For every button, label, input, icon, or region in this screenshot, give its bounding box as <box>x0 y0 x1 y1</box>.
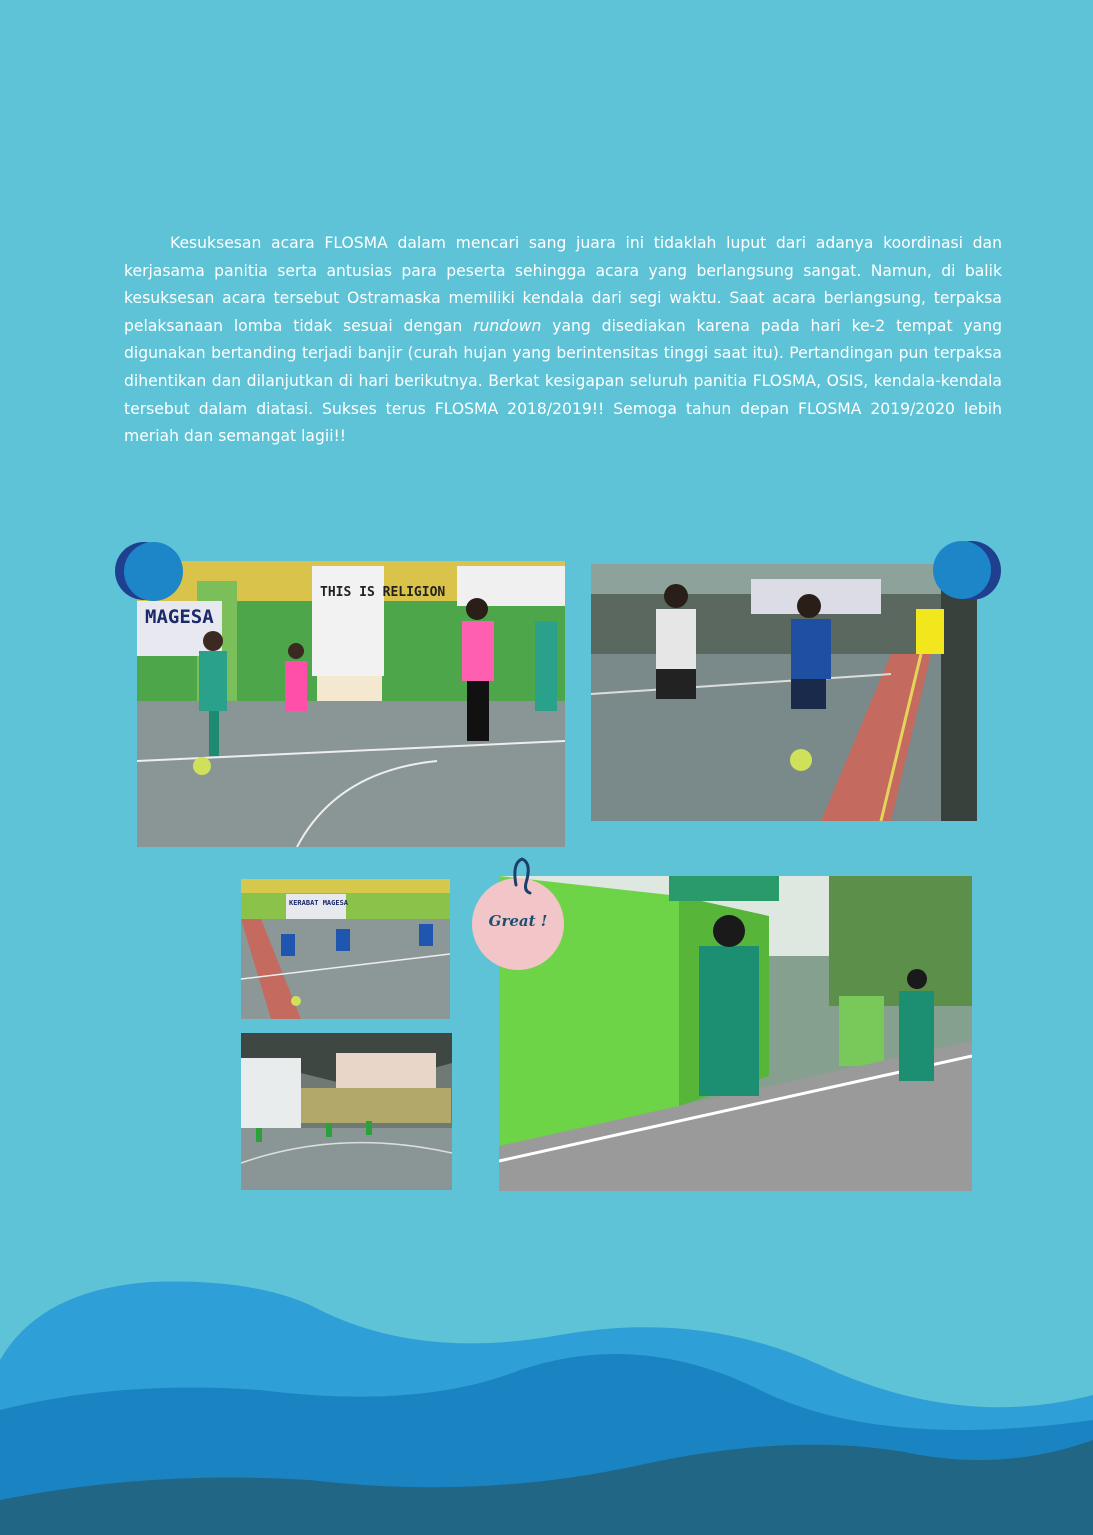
banner-religion: THIS IS RELIGION <box>320 585 446 600</box>
photo-running-race <box>499 876 972 1191</box>
photo-futsal-match-1 <box>137 561 565 847</box>
paragraph-italic-rundown: rundown <box>473 316 542 335</box>
body-paragraph <box>124 230 1002 451</box>
banner-kerabat-magesa: KERABAT MAGESA <box>289 899 349 907</box>
bottom-waves <box>0 1270 1093 1535</box>
decor-circle-right <box>933 541 991 599</box>
tag-string-icon <box>508 855 538 895</box>
paragraph-text-part1: Kesuksesan acara FLOSMA dalam mencari sang juara ini tidaklah luput dari adanya koordinasi dan kerjasama panitia serta antusias para peserta sehingga acara yang berlangsung sangat. Namun, di balik kesuksesan acara tersebut Ostramaska memiliki kendala dari segi waktu. Saat acara berlangsung, terpaksa pelaksanaan lomba tidak sesuai dengan <box>124 234 1002 335</box>
photo-futsal-match-3 <box>241 879 450 1019</box>
photo-indoor-court <box>241 1033 452 1190</box>
photo-futsal-match-2 <box>591 564 977 821</box>
paragraph-text-part2: yang disediakan karena pada hari ke-2 tempat yang digunakan bertanding terjadi banjir (curah hujan yang berintensitas tinggi saat itu). Pertandingan pun terpaksa dihentikan dan dilanjutkan di hari berikutnya. Berkat kesigapan seluruh panitia FLOSMA, OSIS, kendala-kendala tersebut dalam diatasi. Sukses terus FLOSMA 2018/2019!! Semoga tahun depan FLOSMA 2019/2020 lebih meriah dan semangat lagii!! <box>124 316 1002 446</box>
decor-circle-left <box>124 542 183 601</box>
banner-magesa: MAGESA <box>145 606 214 628</box>
great-tag-text: Great ! <box>488 912 548 930</box>
